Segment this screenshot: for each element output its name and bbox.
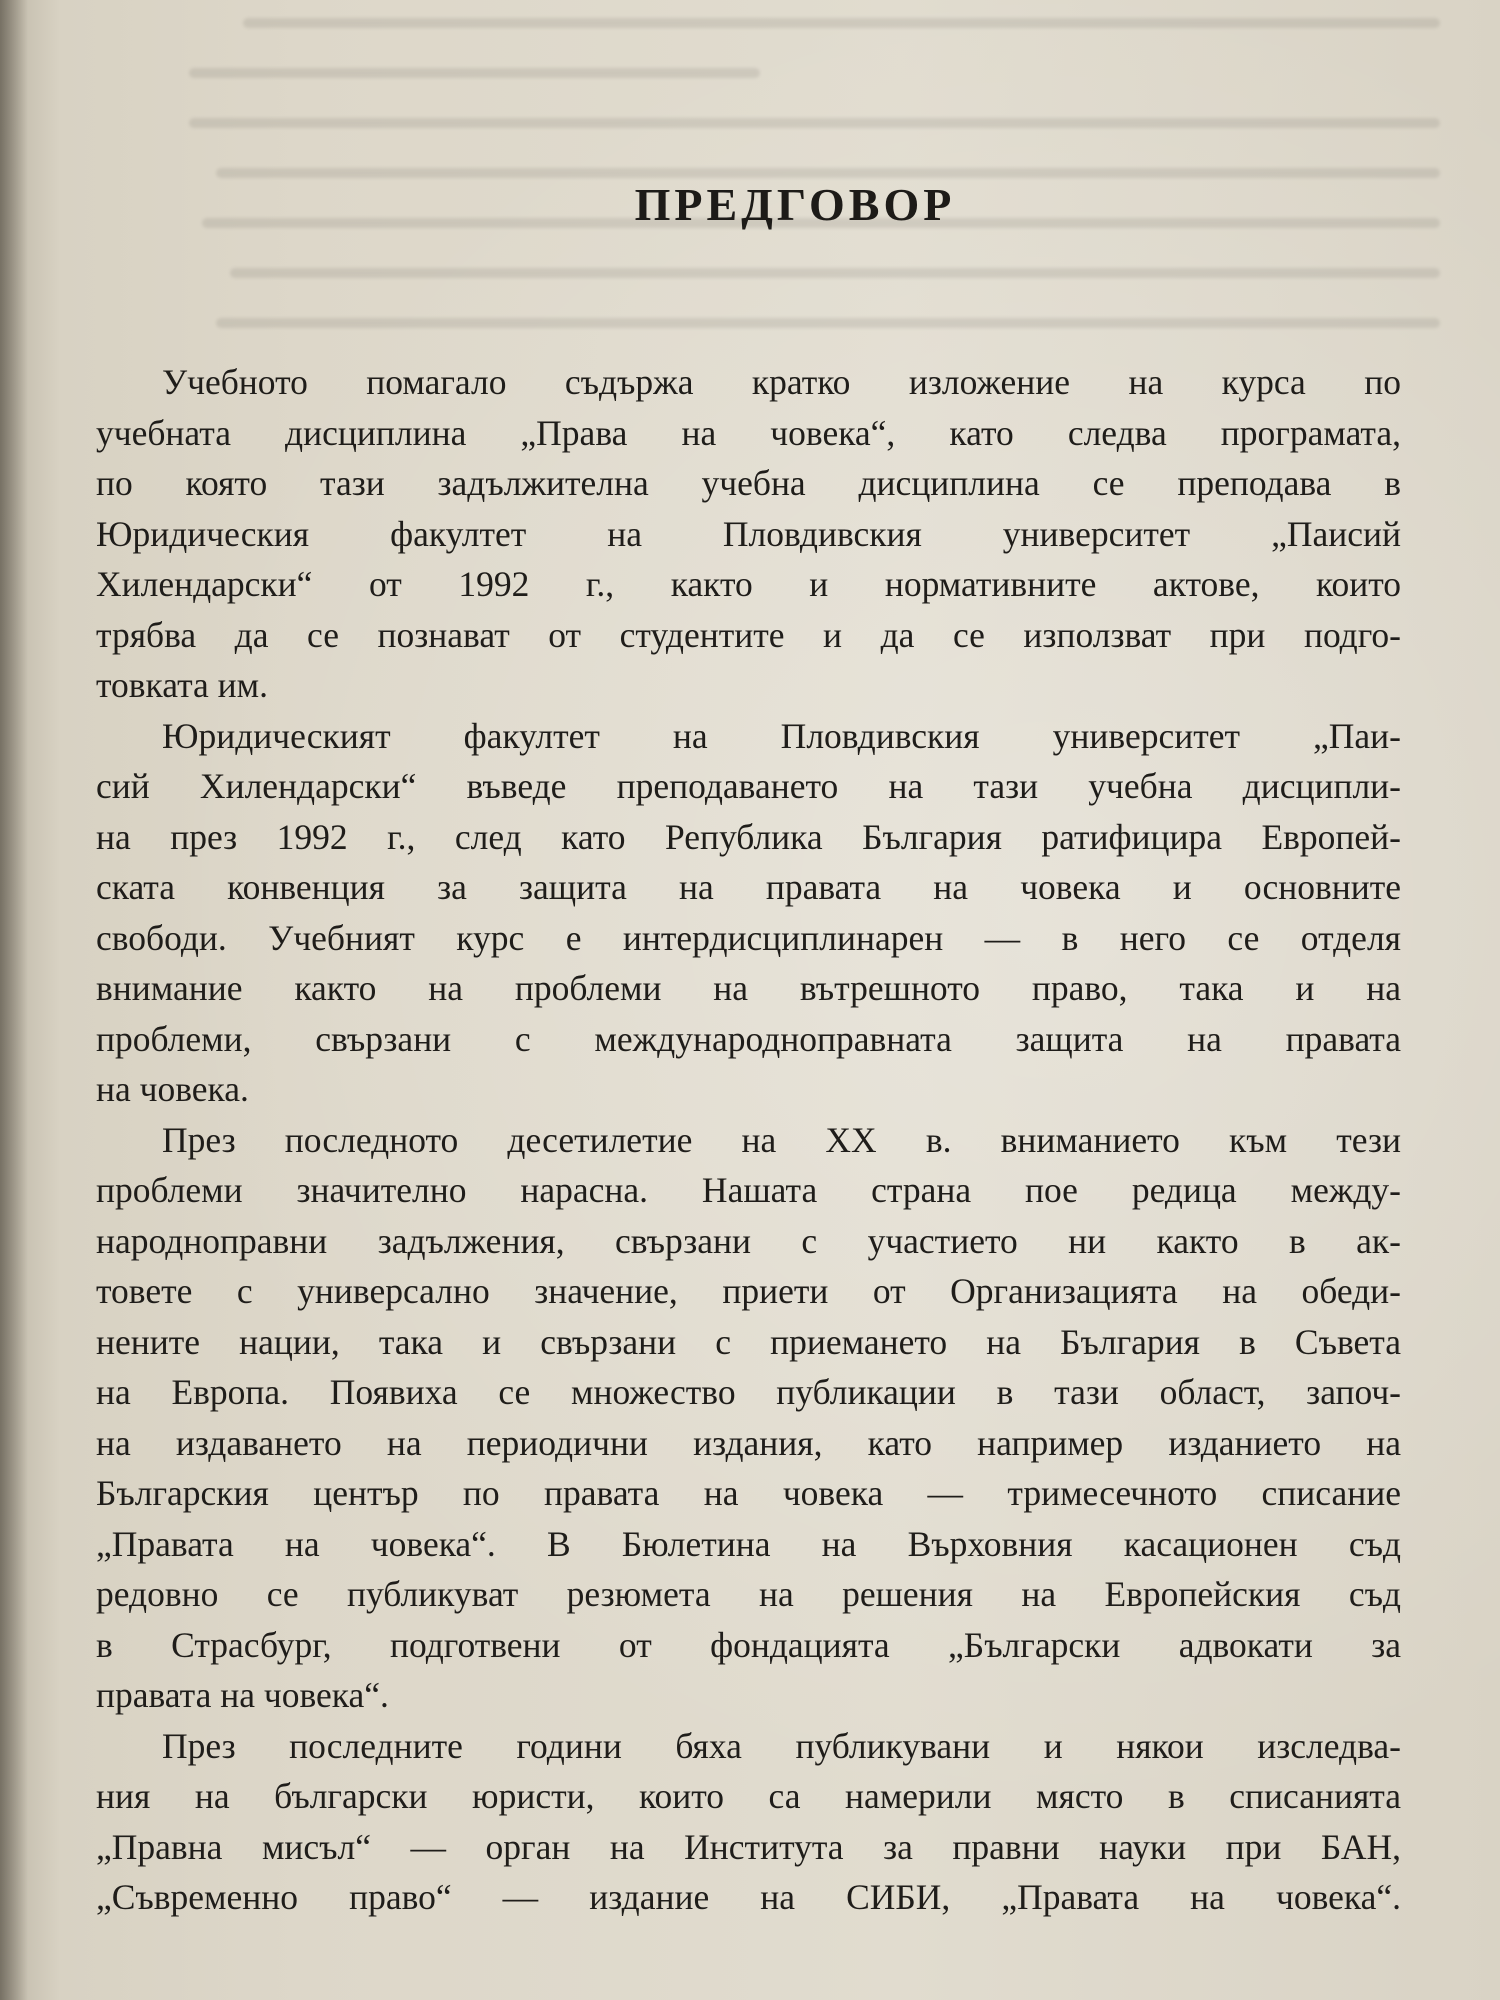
text-line: През последните години бяха публикувани и някои изследва-: [162, 1725, 1401, 1766]
text-line: трябва да се познават от студентите и да се използват при подго-: [96, 614, 1401, 655]
text-line: Юридическия факултет на Пловдивския университет „Паисий: [96, 513, 1401, 554]
text-line: на Европа. Появиха се множество публикации в тази област, започ-: [96, 1372, 1401, 1412]
text-line: внимание както на проблеми на вътрешното право, така и на: [96, 968, 1401, 1008]
text-line: сий Хилендарски“ въведе преподаването на тази учебна дисципли-: [96, 766, 1401, 806]
text-line: свободи. Учебният курс е интердисциплинарен — в него се отделя: [96, 917, 1401, 958]
text-line: нените нации, така и свързани с приемането на България в Съвета: [96, 1321, 1401, 1362]
text-line: „Правна мисъл“ — орган на Института за правни науки при БАН,: [96, 1826, 1401, 1867]
preface-body: [96, 357, 1401, 1923]
text-line: „Съвременно право“ — издание на СИБИ, „Правата на човека“.: [96, 1877, 1401, 1917]
text-line: народноправни задължения, свързани с участието ни както в ак-: [96, 1220, 1401, 1261]
text-line: Българския център по правата на човека — тримесечното списание: [96, 1473, 1401, 1513]
text-line: проблеми значително нарасна. Нашата страна пое редица между-: [96, 1170, 1401, 1210]
text-line: ния на български юристи, които са намерили място в списанията: [96, 1776, 1401, 1816]
paragraph-2: [96, 711, 1401, 1115]
text-line: товката им.: [96, 665, 269, 705]
text-line: правата на човека“.: [96, 1675, 389, 1715]
text-line: товете с универсално значение, приети от Организацията на обеди-: [96, 1271, 1401, 1311]
text-line: на издаването на периодични издания, като например изданието на: [96, 1422, 1401, 1463]
text-line: ската конвенция за защита на правата на човека и основните: [96, 867, 1401, 907]
paragraph-3: [96, 1115, 1401, 1721]
text-line: учебната дисциплина „Права на човека“, като следва програмата,: [96, 412, 1401, 453]
text-line: на човека.: [96, 1069, 249, 1109]
text-line: През последното десетилетие на XX в. вниманието към тези: [162, 1119, 1401, 1160]
text-line: Учебното помагало съдържа кратко изложение на курса по: [162, 362, 1401, 402]
text-line: „Правата на човека“. В Бюлетина на Върховния касационен съд: [96, 1523, 1401, 1564]
text-line: по която тази задължителна учебна дисциплина се преподава в: [96, 463, 1401, 503]
page-title: ПРЕДГОВОР: [634, 179, 956, 230]
text-line: редовно се публикуват резюмета на решения на Европейския съд: [96, 1574, 1401, 1614]
text-line: проблеми, свързани с международноправната защита на правата: [96, 1018, 1401, 1059]
text-line: в Страсбург, подготвени от фондацията „Български адвокати за: [96, 1624, 1401, 1665]
paragraph-4: [96, 1721, 1401, 1923]
paragraph-1: [96, 357, 1401, 711]
text-line: Юридическият факултет на Пловдивския университет „Паи-: [162, 715, 1401, 756]
text-line: Хилендарски“ от 1992 г., както и нормативните актове, които: [96, 564, 1401, 604]
text-line: на през 1992 г., след като Република България ратифицира Европей-: [96, 816, 1401, 857]
page-gutter-shadow: [0, 0, 28, 2000]
